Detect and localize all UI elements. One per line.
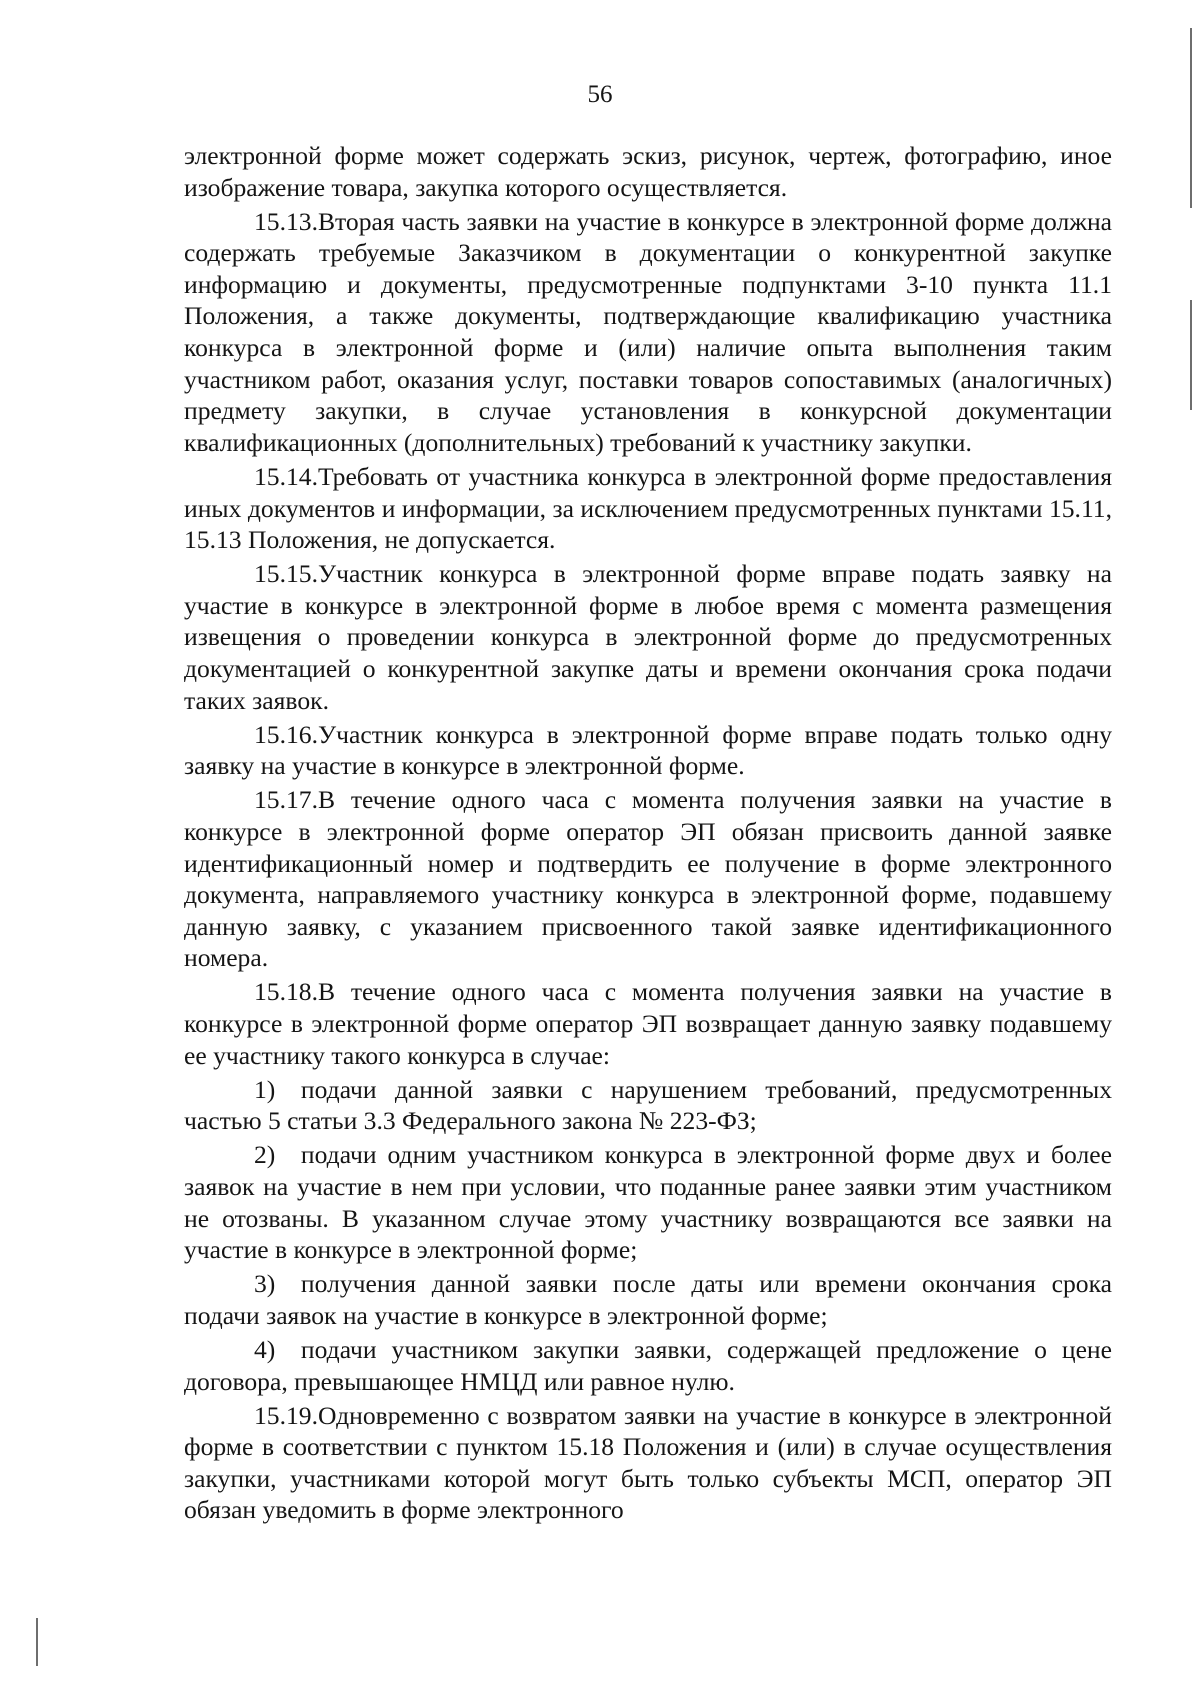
scan-edge-mark-top-right <box>1190 28 1192 208</box>
paragraph-15-14: 15.14.Требовать от участника конкурса в электронной форме предоставления иных документов и информации, за исключением предусмотренных пунктами 15.11, 15.13 Положения, не допускается. <box>184 461 1112 555</box>
paragraph-continuation: электронной форме может содержать эскиз, рисунок, чертеж, фотографию, иное изображение товара, закупка которого осуществляется. <box>184 141 1112 202</box>
paragraph-15-13: 15.13.Вторая часть заявки на участие в конкурсе в электронной форме должна содержать требуемые Заказчиком в документации о конкурентной закупке информацию и документы, предусмотренные подпунктами 3-10 пункта 11.1 Положения, а также документы, подтверждающие квалификацию участника конкурса в электронной форме и (или) наличие опыта выполнения таким участником работ, оказания услуг, поставки товаров сопоставимых (аналогичных) предмету закупки, в случае установления в конкурсной документации квалификационных (дополнительных) требований к участнику закупки. <box>184 206 1112 457</box>
page-number: 56 <box>587 81 613 108</box>
paragraph-15-15: 15.15.Участник конкурса в электронной форме вправе подать заявку на участие в конкурсе в электронной форме в любое время с момента размещения извещения о проведении конкурса в электронной форме до предусмотренных документацией о конкурентной закупке даты и времени окончания срока подачи таких заявок. <box>184 559 1112 715</box>
paragraph-15-17: 15.17.В течение одного часа с момента получения заявки на участие в конкурсе в электронной форме оператор ЭП обязан присвоить данной заявке идентификационный номер и подтвердить ее получение в форме электронного документа, направляемого участнику конкурса в электронной форме, подавшему данную заявку, с указанием присвоенного такой заявке идентификационного номера. <box>184 785 1112 973</box>
list-item-2: 2) подачи одним участником конкурса в электронной форме двух и более заявок на участие в нем при условии, что поданные ранее заявки этим участником не отозваны. В указанном случае этому участнику возвращаются все заявки на участие в конкурсе в электронной форме; <box>184 1140 1112 1265</box>
list-item-4: 4) подачи участником закупки заявки, содержащей предложение о цене договора, превышающее НМЦД или равное нулю. <box>184 1334 1112 1396</box>
list-item-1: 1) подачи данной заявки с нарушением требований, предусмотренных частью 5 статьи 3.3 Федерального закона № 223-ФЗ; <box>184 1074 1112 1136</box>
scan-edge-mark-bottom-left <box>36 1618 38 1666</box>
document-body <box>184 140 1112 1526</box>
list-item-3: 3) получения данной заявки после даты или времени окончания срока подачи заявок на участие в конкурсе в электронной форме; <box>184 1269 1112 1330</box>
scan-edge-mark-right <box>1190 300 1192 410</box>
paragraph-15-16: 15.16.Участник конкурса в электронной форме вправе подать только одну заявку на участие в конкурсе в электронной форме. <box>184 719 1112 781</box>
paragraph-15-19: 15.19.Одновременно с возвратом заявки на участие в конкурсе в электронной форме в соответствии с пунктом 15.18 Положения и (или) в случае осуществления закупки, участниками которой могут быть только субъекты МСП, оператор ЭП обязан уведомить в форме электронного <box>184 1400 1112 1525</box>
paragraph-15-18: 15.18.В течение одного часа с момента получения заявки на участие в конкурсе в электронной форме оператор ЭП возвращает данную заявку подавшему ее участнику такого конкурса в случае: <box>184 977 1112 1070</box>
